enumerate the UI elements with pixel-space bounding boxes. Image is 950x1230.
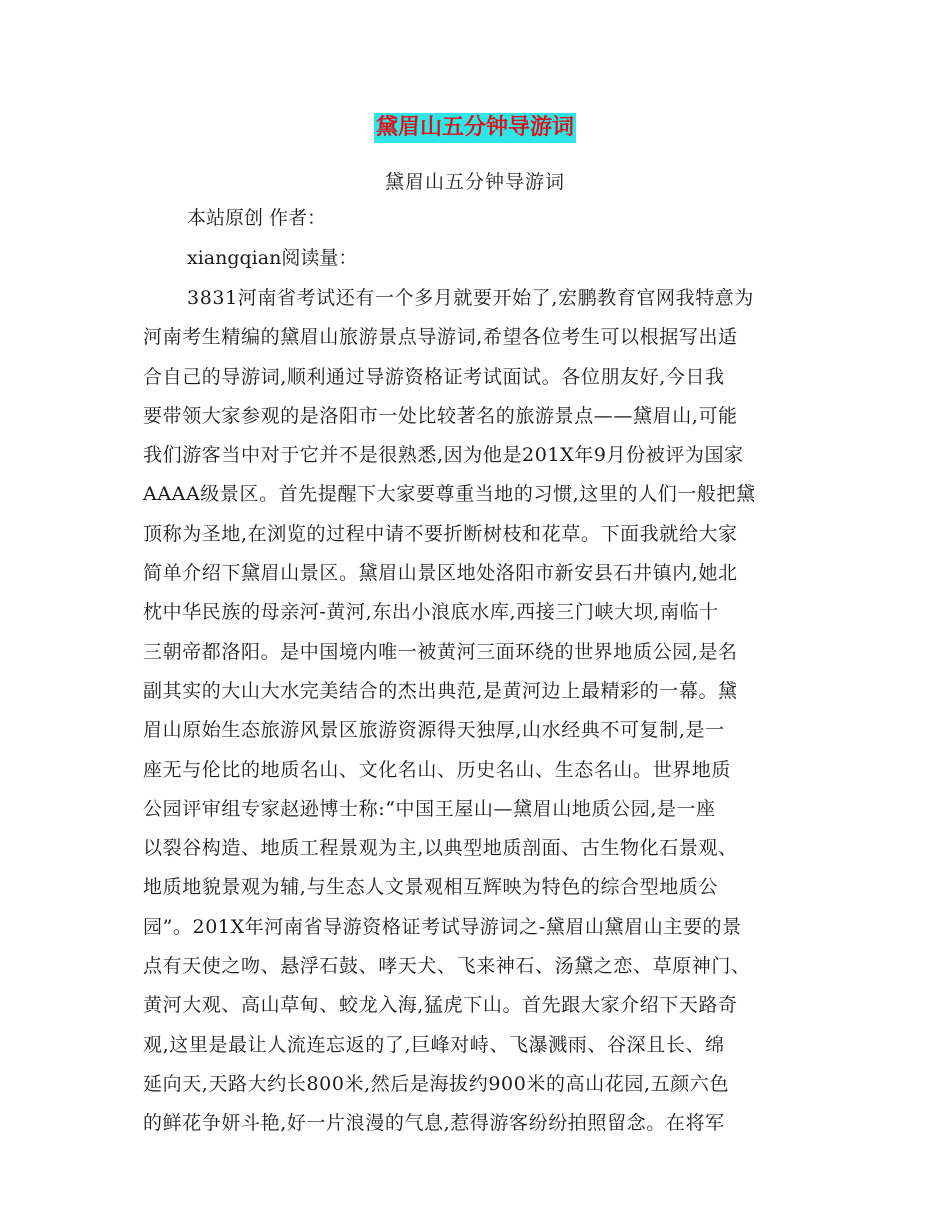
body-line: 黄河大观、高山草甸、蛟龙入海,猛虎下山。首先跟大家介绍下天路奇 bbox=[143, 994, 738, 1017]
document-subtitle: 黛眉山五分钟导游词 bbox=[384, 171, 565, 193]
body-line: 3831河南省考试还有一个多月就要开始了,宏鹏教育官网我特意为 bbox=[187, 287, 754, 309]
body-line: 要带领大家参观的是洛阳市一处比较著名的旅游景点——黛眉山,可能 bbox=[143, 404, 738, 427]
body-line: 我们游客当中对于它并不是很熟悉,因为他是201X年9月份被评为国家 bbox=[143, 444, 744, 467]
body-line: 点有天使之吻、悬浮石鼓、哮天犬、飞来神石、汤黛之恋、草原神门、 bbox=[143, 955, 751, 978]
body-line: 延向天,天路大约长800米,然后是海拔约900米的高山花园,五颜六色 bbox=[143, 1072, 730, 1095]
body-line: 座无与伦比的地质名山、文化名山、历史名山、生态名山。世界地质 bbox=[143, 758, 732, 781]
body-line: 枕中华民族的母亲河-黄河,东出小浪底水库,西接三门峡大坝,南临十 bbox=[143, 601, 719, 624]
body-line: 副其实的大山大水完美结合的杰出典范,是黄河边上最精彩的一幕。黛 bbox=[143, 679, 738, 702]
read-count-line: xiangqian阅读量： bbox=[187, 247, 358, 269]
author-line: 本站原创 作者： bbox=[187, 207, 327, 229]
body-line: 地质地貌景观为辅,与生态人文景观相互辉映为特色的综合型地质公 bbox=[143, 876, 719, 899]
body-line: 眉山原始生态旅游风景区旅游资源得天独厚,山水经典不可复制,是一 bbox=[143, 719, 725, 742]
body-line: 三朝帝都洛阳。是中国境内唯一被黄河三面环绕的世界地质公园,是名 bbox=[143, 640, 738, 663]
body-line: 公园评审组专家赵逊博士称:“中国王屋山—黛眉山地质公园,是一座 bbox=[143, 797, 716, 820]
body-line: 观,这里是最让人流连忘返的了,巨峰对峙、飞瀑溅雨、谷深且长、绵 bbox=[143, 1033, 725, 1056]
document-title: 黛眉山五分钟导游词 bbox=[374, 113, 576, 143]
body-line: 河南考生精编的黛眉山旅游景点导游词,希望各位考生可以根据写出适 bbox=[143, 326, 738, 349]
body-text bbox=[143, 284, 823, 1149]
title-container bbox=[0, 113, 950, 143]
body-line: 以裂谷构造、地质工程景观为主,以典型地质剖面、古生物化石景观、 bbox=[143, 837, 738, 860]
body-line: AAAA级景区。首先提醒下大家要尊重当地的习惯,这里的人们一般把黛 bbox=[143, 483, 756, 506]
body-line: 合自己的导游词,顺利通过导游资格证考试面试。各位朋友好,今日我 bbox=[143, 365, 725, 388]
body-line: 顶称为圣地,在浏览的过程中请不要折断树枝和花草。下面我就给大家 bbox=[143, 522, 738, 545]
body-line: 的鲜花争妍斗艳,好一片浪漫的气息,惹得游客纷纷拍照留念。在将军 bbox=[143, 1112, 725, 1135]
body-line: 简单介绍下黛眉山景区。黛眉山景区地处洛阳市新安县石井镇内,她北 bbox=[143, 562, 738, 585]
body-line: 园”。201X年河南省导游资格证考试导游词之-黛眉山黛眉山主要的景 bbox=[143, 915, 742, 938]
